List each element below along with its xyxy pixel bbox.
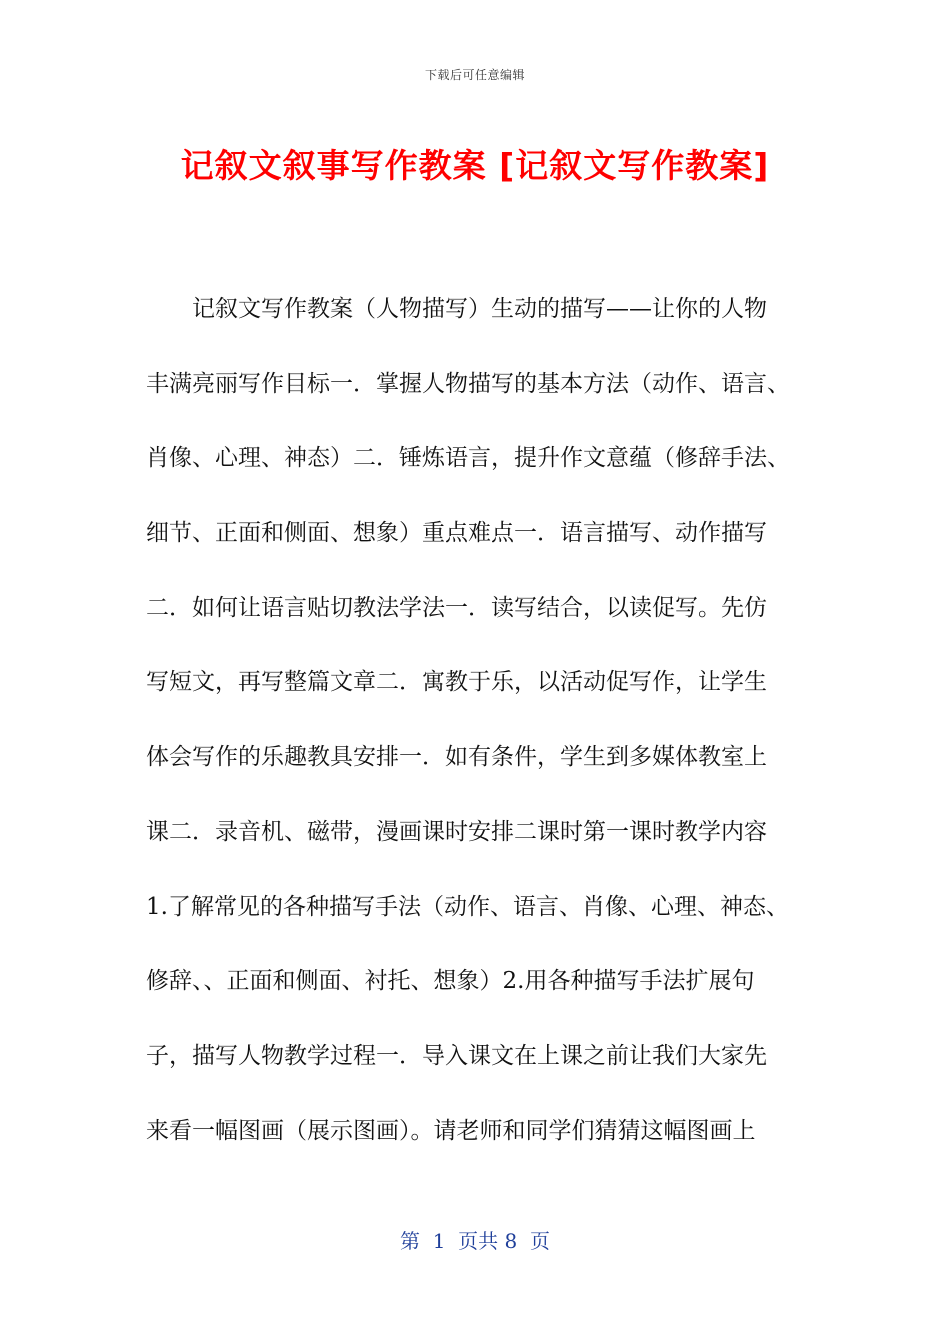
document-body [146, 272, 806, 1168]
body-line: 体会写作的乐趣教具安排一．如有条件，学生到多媒体教室上 [146, 744, 767, 771]
body-line: 来看一幅图画（展示图画）。请老师和同学们猜猜这幅图画上 [146, 1117, 756, 1144]
body-line: 丰满亮丽写作目标一．掌握人物描写的基本方法（动作、语言、 [146, 370, 790, 397]
page-number-footer: 第 1 页共 8 页 [400, 1229, 550, 1253]
body-line: 二．如何让语言贴切教法学法一．读写结合，以读促写。先仿 [146, 594, 767, 621]
body-line: 子，描写人物教学过程一．导入课文在上课之前让我们大家先 [146, 1042, 767, 1069]
body-line: 课二．录音机、磁带，漫画课时安排二课时第一课时教学内容 [146, 818, 767, 845]
body-line: 1.了解常见的各种描写手法（动作、语言、肖像、心理、神态、 [146, 893, 789, 920]
body-line: 肖像、心理、神态）二．锤炼语言，提升作文意蕴（修辞手法、 [146, 445, 790, 472]
body-line: 修辞、、正面和侧面、衬托、想象）2.用各种描写手法扩展句 [146, 968, 755, 995]
header-note: 下载后可任意编辑 [424, 68, 525, 82]
body-line: 细节、正面和侧面、想象）重点难点一．语言描写、动作描写 [146, 520, 767, 547]
body-line: 写短文，再写整篇文章二．寓教于乐，以活动促写作，让学生 [146, 669, 767, 696]
body-line: 记叙文写作教案（人物描写）生动的描写——让你的人物 [146, 296, 767, 322]
document-title: 记叙文叙事写作教案 [记叙文写作教案] [180, 146, 770, 185]
